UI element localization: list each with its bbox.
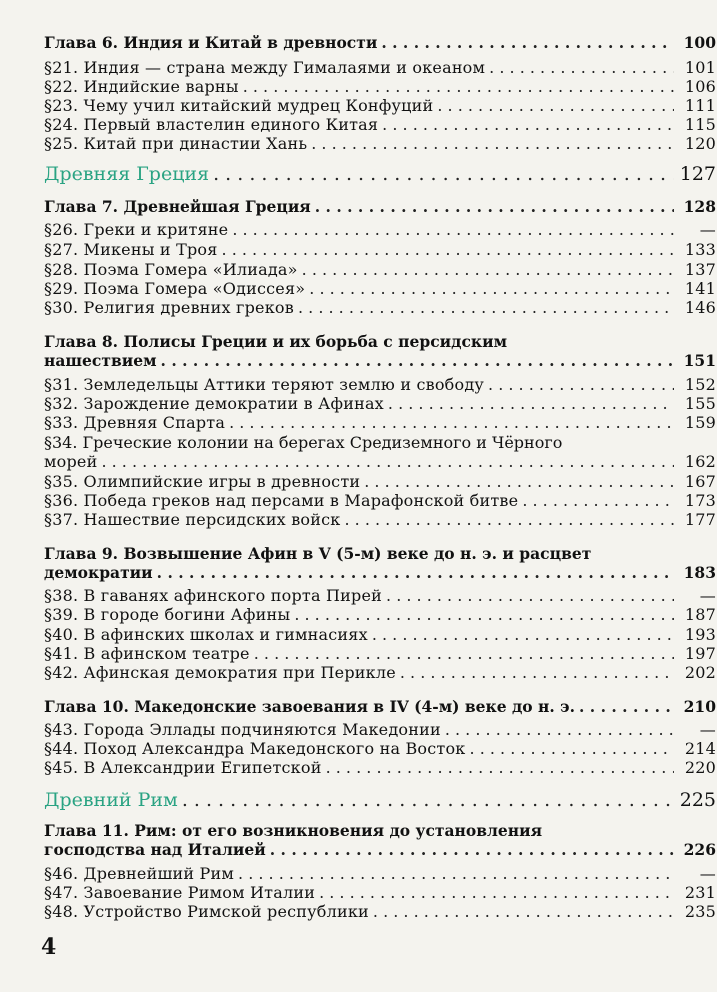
toc-section-36[interactable] [44, 491, 716, 510]
dot-leader [437, 96, 674, 115]
toc-section-41[interactable] [44, 644, 716, 663]
dot-leader [270, 840, 674, 859]
toc-page-number: 173 [684, 491, 716, 510]
toc-section-title: §37. Нашествие персидских войск [44, 510, 341, 529]
toc-chapter-8-title-line1: Глава 8. Полисы Греции и их борьба с персидским [44, 332, 508, 351]
dot-leader [445, 720, 674, 739]
toc-chapter-9-title-line1: Глава 9. Возвышение Афин в V (5-м) веке до н. э. и расцвет [44, 544, 592, 563]
toc-section-40[interactable] [44, 625, 716, 644]
toc-section-title: §48. Устройство Римской республики [44, 902, 369, 921]
toc-page-number: 100 [683, 33, 716, 52]
toc-section-26[interactable] [44, 220, 716, 239]
dot-leader [298, 298, 674, 317]
toc-page-number: 220 [684, 758, 716, 777]
toc-section-46[interactable] [44, 864, 716, 883]
toc-chapter-title: нашествием [44, 351, 157, 370]
dot-leader [470, 739, 674, 758]
toc-page-number: 231 [684, 883, 716, 902]
toc-chapter-10[interactable] [44, 697, 716, 716]
dot-leader [222, 240, 674, 259]
dot-leader [372, 625, 674, 644]
toc-section-title: §35. Олимпийские игры в древности [44, 472, 361, 491]
toc-section-47[interactable] [44, 883, 716, 902]
toc-section-45[interactable] [44, 758, 716, 777]
toc-section-34[interactable] [44, 452, 716, 471]
dot-leader [386, 586, 674, 605]
toc-section-31[interactable] [44, 375, 716, 394]
toc-page-number: 187 [684, 605, 716, 624]
dot-leader [388, 394, 674, 413]
toc-page-number: 137 [684, 260, 716, 279]
toc-section-43[interactable] [44, 720, 716, 739]
toc-section-title: §33. Древняя Спарта [44, 413, 226, 432]
toc-section-48[interactable] [44, 902, 716, 921]
toc-section-title: §29. Поэма Гомера «Одиссея» [44, 279, 306, 298]
dot-leader [579, 697, 674, 716]
toc-chapter-11-title-line1: Глава 11. Рим: от его возникновения до установления [44, 821, 543, 840]
toc-section-title: §47. Завоевание Римом Италии [44, 883, 316, 902]
toc-part-title: Древняя Греция [44, 163, 210, 185]
dot-leader [157, 563, 674, 582]
dot-leader [302, 260, 674, 279]
toc-section-24[interactable] [44, 115, 716, 134]
toc-chapter-title: господства над Италией [44, 840, 266, 859]
dot-leader [381, 33, 674, 52]
toc-section-title: §27. Микены и Троя [44, 240, 218, 259]
toc-page-number: 193 [684, 625, 716, 644]
toc-chapter-11[interactable] [44, 840, 716, 859]
dot-leader [311, 134, 674, 153]
toc-page-number: 177 [684, 510, 716, 529]
toc-section-21[interactable] [44, 58, 716, 77]
toc-chapter-7[interactable] [44, 197, 716, 216]
dot-leader [101, 452, 674, 471]
toc-section-title: §41. В афинском театре [44, 644, 250, 663]
toc-section-title: §28. Поэма Гомера «Илиада» [44, 260, 298, 279]
toc-section-25[interactable] [44, 134, 716, 153]
dot-leader [382, 115, 674, 134]
toc-page-number: 202 [684, 663, 716, 682]
toc-page-number: 214 [684, 739, 716, 758]
dot-leader [364, 472, 674, 491]
toc-section-39[interactable] [44, 605, 716, 624]
dot-leader [238, 864, 674, 883]
toc-section-34-title-line1: §34. Греческие колонии на берегах Средиземного и Чёрного [44, 433, 563, 452]
toc-section-37[interactable] [44, 510, 716, 529]
toc-section-title: §23. Чему учил китайский мудрец Конфуций [44, 96, 434, 115]
toc-page-number: 106 [684, 77, 716, 96]
toc-section-27[interactable] [44, 240, 716, 259]
toc-section-title: §24. Первый властелин единого Китая [44, 115, 379, 134]
toc-chapter-title: Глава 7. Древнейшая Греция [44, 197, 311, 216]
toc-section-title: §38. В гаванях афинского порта Пирей [44, 586, 383, 605]
toc-page-number: 235 [684, 902, 716, 921]
toc-chapter-8[interactable] [44, 351, 716, 370]
toc-page-number: 120 [684, 134, 716, 153]
toc-page-number: 226 [683, 840, 716, 859]
toc-section-title: §45. В Александрии Египетской [44, 758, 322, 777]
toc-page-number: 183 [683, 563, 716, 582]
toc-section-33[interactable] [44, 413, 716, 432]
toc-section-38[interactable] [44, 586, 716, 605]
dot-leader [319, 883, 674, 902]
toc-page-number: — [699, 864, 716, 883]
toc-page-number: 128 [683, 197, 716, 216]
dot-leader [488, 375, 674, 394]
toc-section-22[interactable] [44, 77, 716, 96]
dot-leader [326, 758, 674, 777]
toc-section-title: §36. Победа греков над персами в Марафонской битве [44, 491, 519, 510]
toc-section-title: §42. Афинская демократия при Перикле [44, 663, 396, 682]
toc-part-rome[interactable] [44, 789, 716, 813]
toc-page-number: 146 [684, 298, 716, 317]
toc-section-title: §40. В афинских школах и гимнасиях [44, 625, 368, 644]
dot-leader [522, 491, 674, 510]
toc-page-number: 162 [684, 452, 716, 471]
toc-page-number: — [699, 586, 716, 605]
toc-page-number: 141 [684, 279, 716, 298]
toc-page-number: 111 [684, 96, 716, 115]
toc-page-number: 151 [683, 351, 716, 370]
toc-page-number: 101 [684, 58, 716, 77]
toc-section-title: §39. В городе богини Афины [44, 605, 291, 624]
toc-page-number: 210 [683, 697, 716, 716]
toc-section-35[interactable] [44, 472, 716, 491]
dot-leader [489, 58, 674, 77]
toc-section-title: морей [44, 452, 98, 471]
dot-leader [232, 220, 674, 239]
dot-leader [182, 789, 674, 811]
toc-page-number: — [699, 720, 716, 739]
toc-section-title: §22. Индийские варны [44, 77, 239, 96]
toc-section-title: §25. Китай при династии Хань [44, 134, 308, 153]
toc-page-number: 152 [684, 375, 716, 394]
dot-leader [309, 279, 674, 298]
toc-section-29[interactable] [44, 279, 716, 298]
toc-part-greece[interactable] [44, 163, 716, 187]
toc-chapter-6[interactable] [44, 33, 716, 52]
toc-page-number: 115 [684, 115, 716, 134]
dot-leader [213, 163, 674, 185]
toc-page-number: 155 [684, 394, 716, 413]
toc-chapter-9[interactable] [44, 563, 716, 582]
toc-page-number: 127 [679, 163, 716, 185]
toc-section-title: §30. Религия древних греков [44, 298, 294, 317]
toc-page-number: 167 [684, 472, 716, 491]
toc-page-number: 133 [684, 240, 716, 259]
toc-section-32[interactable] [44, 394, 716, 413]
toc-section-28[interactable] [44, 260, 716, 279]
dot-leader [229, 413, 674, 432]
toc-section-title: §26. Греки и критяне [44, 220, 229, 239]
toc-page-number: 159 [684, 413, 716, 432]
dot-leader [294, 605, 674, 624]
toc-section-42[interactable] [44, 663, 716, 682]
toc-section-title: §46. Древнейший Рим [44, 864, 235, 883]
dot-leader [344, 510, 674, 529]
toc-section-title: §32. Зарождение демократии в Афинах [44, 394, 384, 413]
dot-leader [243, 77, 674, 96]
dot-leader [315, 197, 674, 216]
toc-section-title: §43. Города Эллады подчиняются Македонии [44, 720, 441, 739]
toc-section-title: §44. Поход Александра Македонского на Восток [44, 739, 466, 758]
toc-page-number: 197 [684, 644, 716, 663]
dot-leader [161, 351, 674, 370]
toc-section-title: §21. Индия — страна между Гималаями и океаном [44, 58, 486, 77]
dot-leader [373, 902, 674, 921]
toc-chapter-title: Глава 10. Македонские завоевания в IV (4-м) веке до н. э. [44, 697, 576, 716]
toc-chapter-title: Глава 6. Индия и Китай в древности [44, 33, 378, 52]
toc-section-44[interactable] [44, 739, 716, 758]
toc-chapter-title: демократии [44, 563, 153, 582]
dot-leader [254, 644, 674, 663]
toc-section-23[interactable] [44, 96, 716, 115]
toc-section-title: §31. Земледельцы Аттики теряют землю и свободу [44, 375, 485, 394]
toc-page-number: — [699, 220, 716, 239]
toc-section-30[interactable] [44, 298, 716, 317]
page-number-footer: 4 [41, 934, 57, 960]
dot-leader [400, 663, 674, 682]
toc-page-number: 225 [679, 789, 716, 811]
toc-part-title: Древний Рим [44, 789, 178, 811]
